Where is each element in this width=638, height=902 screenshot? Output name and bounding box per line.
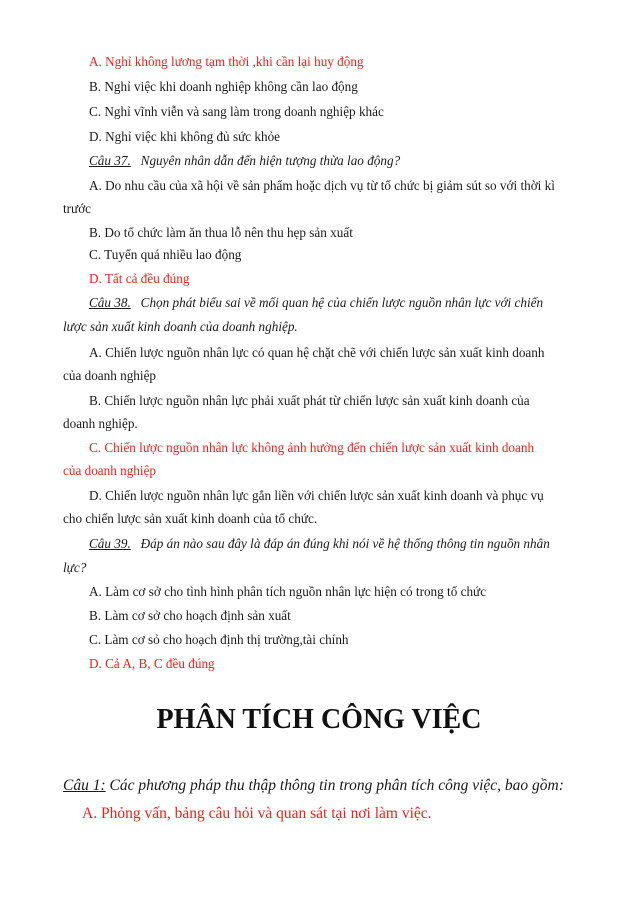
q39-option-a: A. Làm cơ sở cho tình hình phân tích nguồn nhân lực hiện có trong tổ chức	[89, 584, 487, 599]
c1-option-a: A. Phỏng vấn, bảng câu hỏi và quan sát tại nơi làm việc.	[82, 805, 432, 822]
c1-number: Câu 1:	[63, 777, 106, 794]
q39-question-line1	[0, 535, 638, 553]
q37-option-b: B. Do tổ chức làm ăn thua lỗ nên thu hẹp sản xuất	[89, 225, 353, 240]
q38-option-b-line1: B. Chiến lược nguồn nhân lực phải xuất phát từ chiến lược sản xuất kinh doanh của	[89, 393, 530, 408]
q37-text: Nguyên nhân dẫn đến hiện tượng thừa lao động?	[140, 153, 401, 168]
q38-option-b-line2: doanh nghiệp.	[63, 416, 138, 431]
q36-option-c: C. Nghỉ vĩnh viễn và sang làm trong doanh nghiệp khác	[89, 104, 384, 119]
q37-option-a-line1: A. Do nhu cầu của xã hội về sản phẩm hoặc dịch vụ từ tổ chức bị giảm sút so với thời kì	[89, 178, 555, 193]
q37-number: Câu 37.	[89, 153, 131, 168]
q39-number: Câu 39.	[89, 536, 131, 551]
q36-option-a: A. Nghỉ không lương tạm thời ,khi cần lại huy động	[89, 54, 364, 69]
q39-text-line1: Đáp án nào sau đây là đáp án đúng khi nói về hệ thống thông tin nguồn nhân	[140, 536, 550, 551]
q37-option-c: C. Tuyển quá nhiều lao động	[89, 247, 242, 262]
q38-text-line1: Chọn phát biểu sai về mối quan hệ của chiến lược nguồn nhân lực với chiến	[140, 295, 544, 310]
q38-question-line2: lược sản xuất kinh doanh của doanh nghiệp.	[63, 319, 298, 334]
q39-option-d: D. Cả A, B, C đều đúng	[89, 656, 215, 671]
q36-option-b: B. Nghỉ việc khi doanh nghiệp không cần lao động	[89, 79, 358, 94]
q38-question-line1	[0, 294, 638, 312]
section-title: PHÂN TÍCH CÔNG VIỆC	[156, 704, 482, 735]
q38-option-a-line1: A. Chiến lược nguồn nhân lực có quan hệ chặt chẽ với chiến lược sản xuất kinh doanh	[89, 345, 545, 360]
q37-question	[0, 152, 638, 170]
q39-option-c: C. Làm cơ sỏ cho hoạch định thị trường,tài chính	[89, 632, 349, 647]
q38-option-c-line1: C. Chiến lược nguồn nhân lực không ảnh hưởng đến chiến lược sản xuất kinh doanh	[89, 440, 535, 455]
q37-option-a-line2: trước	[63, 201, 92, 216]
q39-question-line2: lực?	[63, 560, 87, 575]
q39-option-b: B. Làm cơ sở cho hoạch định sản xuất	[89, 608, 291, 623]
q36-option-d: D. Nghỉ việc khi không đủ sức khỏe	[89, 129, 281, 144]
c1-question	[0, 775, 638, 797]
q37-option-d: D. Tất cả đều đúng	[89, 271, 190, 286]
q38-option-d-line1: D. Chiến lược nguồn nhân lực gắn liền với chiến lược sản xuất kinh doanh và phục vụ	[89, 488, 544, 503]
c1-text: Các phương pháp thu thập thông tin trong phân tích công việc, bao gồm:	[109, 777, 564, 794]
q38-number: Câu 38.	[89, 295, 131, 310]
q38-option-a-line2: của doanh nghiệp	[63, 368, 157, 383]
q38-option-d-line2: cho chiến lược sản xuất kinh doanh của tổ chức.	[63, 511, 318, 526]
q38-option-c-line2: của doanh nghiệp	[63, 463, 157, 478]
